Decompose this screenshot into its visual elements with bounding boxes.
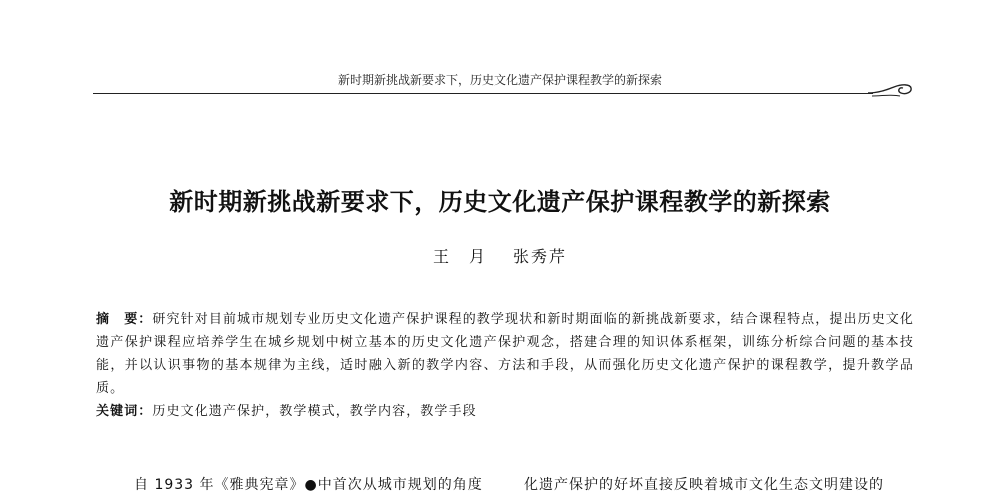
body-left-column-line: 自 1933 年《雅典宪章》●中首次从城市规划的角度 <box>134 477 483 493</box>
keywords-text: 历史文化遗产保护，教学模式，教学内容，教学手段 <box>152 404 477 419</box>
article-title: 新时期新挑战新要求下，历史文化遗产保护课程教学的新探索 <box>169 188 831 216</box>
keywords-label: 关键词： <box>96 404 153 419</box>
header-rule <box>93 93 873 94</box>
running-header: 新时期新挑战新要求下，历史文化遗产保护课程教学的新探索 <box>337 73 662 87</box>
abstract-paragraph <box>96 308 914 400</box>
header-swirl-ornament-icon <box>866 78 914 102</box>
body-right-column-line: 化遗产保护的好坏直接反映着城市文化生态文明建设的 <box>524 477 884 493</box>
abstract-label: 摘 要： <box>96 312 153 327</box>
abstract-text: 研究针对目前城市规划专业历史文化遗产保护课程的教学现状和新时期面临的新挑战新要求，结合课程特点，提出历史文化遗产保护课程应培养学生在城乡规划中树立基本的历史文化遗产保护观念，搭建合理的知识体系框架，训练分析综合问题的基本技能，并以认识事物的基本规律为主线，适时融入新的教学内容、方法和手段，从而强化历史文化遗产保护的课程教学，提升教学品质。 <box>96 312 914 396</box>
author-list <box>0 244 1000 267</box>
keywords-line <box>96 400 914 423</box>
author-name: 张秀芹 <box>513 247 568 266</box>
author-name: 王 月 <box>432 247 487 266</box>
